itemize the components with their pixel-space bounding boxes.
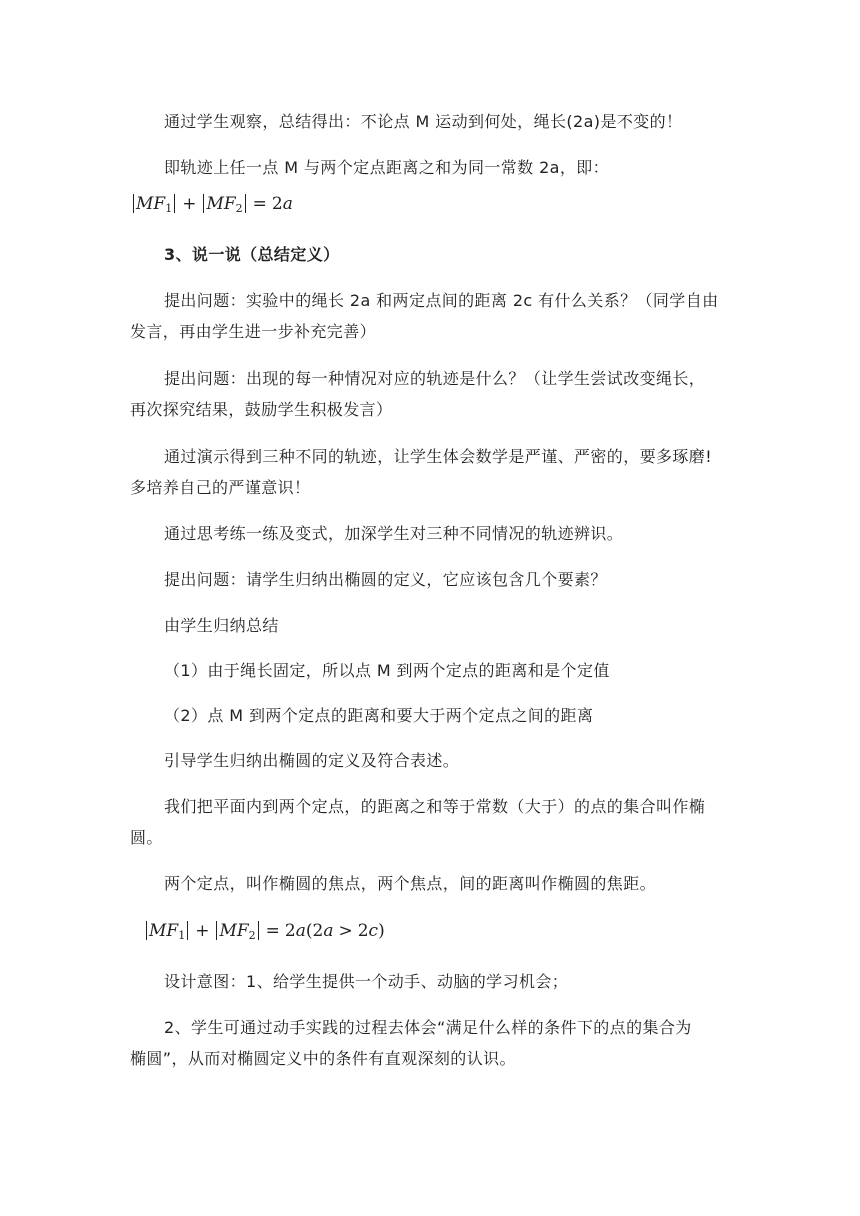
paragraph-13-line-2: 椭圆”，从而对椭圆定义中的条件有直观深刻的认识。 [130, 1049, 516, 1068]
list-item-1: （1）由于绳长固定，所以点 M 到两个定点的距离和是个定值 [164, 661, 610, 680]
paragraph-1: 通过学生观察，总结得出：不论点 M 运动到何处，绳长(2a)是不变的！ [164, 112, 683, 131]
list-item-2: （2）点 M 到两个定点的距离和要大于两个定点之间的距离 [164, 706, 594, 725]
paragraph-13-line-1: 2、学生可通过动手实践的过程去体会“满足什么样的条件下的点的集合为 [164, 1018, 692, 1037]
paragraph-2: 即轨迹上任一点 M 与两个定点距离之和为同一常数 2a，即： [164, 158, 610, 177]
paragraph-4-line-2: 再次探究结果，鼓励学生积极发言） [130, 400, 393, 419]
paragraph-11: 两个定点，叫作椭圆的焦点，两个焦点，间的距离叫作椭圆的焦距。 [164, 874, 657, 893]
paragraph-6: 通过思考练一练及变式，加深学生对三种不同情况的轨迹辨识。 [164, 524, 624, 543]
paragraph-3-line-2: 发言，再由学生进一步补充完善） [130, 322, 377, 341]
paragraph-3-line-1: 提出问题：实验中的绳长 2a 和两定点间的距离 2c 有什么关系？（同学自由 [164, 291, 719, 310]
formula-2: $MF_1 + MF_2 = 2a(2a > 2c)$ [144, 921, 385, 946]
paragraph-9: 引导学生归纳出椭圆的定义及符合表述。 [164, 751, 460, 770]
paragraph-5-line-1: 通过演示得到三种不同的轨迹，让学生体会数学是严谨、严密的，要多琢磨! [164, 447, 713, 466]
paragraph-8: 由学生归纳总结 [164, 616, 279, 635]
paragraph-7: 提出问题：请学生归纳出椭圆的定义，它应该包含几个要素？ [164, 570, 607, 589]
paragraph-10-line-2: 圆。 [130, 828, 163, 847]
formula-1: $MF_1 + MF_2 = 2a$ [131, 194, 293, 219]
paragraph-12: 设计意图：1、给学生提供一个动手、动脑的学习机会； [164, 972, 569, 991]
paragraph-10-line-1: 我们把平面内到两个定点，的距离之和等于常数（大于）的点的集合叫作椭 [164, 797, 706, 816]
section-heading: 3、说一说（总结定义） [164, 245, 340, 264]
paragraph-5-line-2: 多培养自己的严谨意识！ [130, 478, 311, 497]
paragraph-4-line-1: 提出问题：出现的每一种情况对应的轨迹是什么？（让学生尝试改变绳长， [164, 369, 706, 388]
